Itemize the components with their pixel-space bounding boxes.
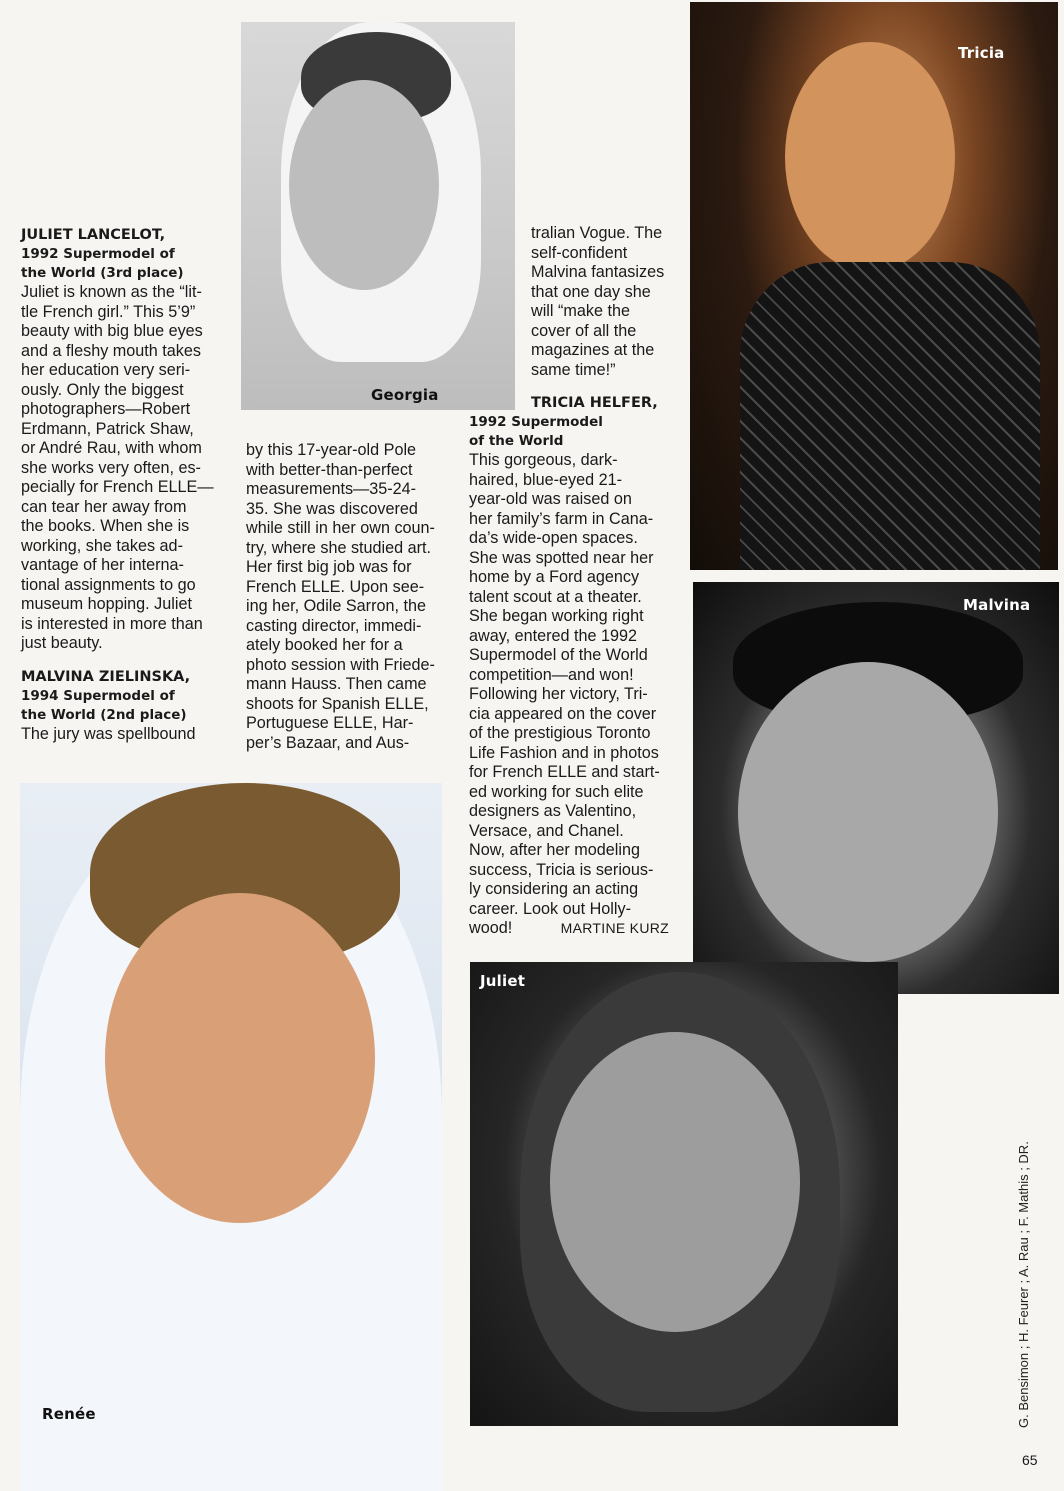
bio-line: home by a Ford agency [469,568,640,586]
bio-line: by this 17-year-old Pole [246,441,417,459]
bio-line: haired, blue-eyed 21- [469,470,622,489]
heading-malvina-title-2: the World (2nd place) [21,706,187,723]
bio-line: Malvina fantasizes [531,263,665,281]
heading-tricia-title-2: of the World [469,433,564,449]
bio-line: designers as Valentino, [469,802,637,820]
bio-line: tional assignments to go [21,575,196,594]
photo-caption-renee: Renée [42,1405,96,1423]
photo-tricia-top [740,262,1040,570]
bio-line: Juliet is known as the “lit- [21,283,202,301]
bio-line: will “make the [531,302,630,320]
bio-line: beauty with big blue eyes [21,322,203,340]
bio-line: tralian Vogue. The [531,224,663,242]
bio-line: Erdmann, Patrick Shaw, [21,419,194,438]
bio-line: She was spotted near her [469,548,654,567]
bio-line: cia appeared on the cover [469,704,657,723]
bio-line: The jury was spellbound [21,724,196,743]
photo-juliet [470,962,898,1426]
bio-line: can tear her away from [21,497,187,516]
bio-line: Portuguese ELLE, Har- [246,714,414,732]
bio-line: success, Tricia is serious- [469,860,654,879]
photo-malvina [693,582,1059,994]
bio-line: Following her victory, Tri- [469,685,648,703]
bio-line: she works very often, es- [21,458,201,477]
photo-malvina-face [738,662,998,962]
bio-line: career. Look out Holly- [469,899,631,918]
bio-line: 35. She was discovered [246,499,418,518]
bio-line: her family’s farm in Cana- [469,509,654,528]
photo-tricia-face [785,42,955,272]
photo-caption-tricia: Tricia [958,44,1005,62]
bio-line: French ELLE. Upon see- [246,577,425,596]
photo-caption-malvina: Malvina [963,596,1031,614]
bio-line: cover of all the [531,321,637,340]
bio-line: ately booked her for a [246,636,403,654]
text-column-2 [246,441,444,753]
bio-line: ously. Only the biggest [21,380,184,399]
bio-line: ing her, Odile Sarron, the [246,597,426,615]
bio-line: self-confident [531,243,628,262]
heading-tricia-title-1: 1992 Supermodel [469,414,603,430]
bio-line: try, where she studied art. [246,538,432,557]
photo-caption-juliet: Juliet [480,972,526,990]
photo-tricia [690,2,1058,570]
heading-juliet-name: JULIET LANCELOT, [21,227,166,243]
bio-line: her education very seri- [21,361,191,379]
bio-line: of the prestigious Toronto [469,724,651,742]
bio-line: da’s wide-open spaces. [469,529,638,547]
bio-line: working, she takes ad- [21,536,183,555]
bio-line: away, entered the 1992 [469,626,637,645]
heading-malvina-title-1: 1994 Supermodel of [21,687,175,704]
heading-malvina-name: MALVINA ZIELINSKA, [21,668,191,685]
photo-credit: G. Bensimon ; H. Feurer ; A. Rau ; F. Mathis ; DR. [1016,1141,1031,1428]
photo-juliet-face [550,1032,800,1332]
text-column-1 [21,226,219,744]
bio-line: shoots for Spanish ELLE, [246,694,429,713]
tricia-bio [469,451,669,919]
bio-line: She began working right [469,607,644,625]
bio-line: year-old was raised on [469,490,632,508]
bio-line: wood! [469,919,513,937]
bio-line: Now, after her modeling [469,841,640,859]
bio-line: photographers—Robert [21,400,191,418]
juliet-bio [21,283,219,654]
bio-line: just beauty. [21,634,103,652]
photo-renee [20,783,442,1491]
bio-line: museum hopping. Juliet [21,595,192,613]
heading-juliet-title-2: the World (3rd place) [21,265,184,281]
bio-line: ly considering an acting [469,880,639,898]
bio-line: pecially for French ELLE— [21,478,214,496]
bio-line: casting director, immedi- [246,616,422,635]
bio-line: per’s Bazaar, and Aus- [246,733,410,752]
malvina-bio-continued [531,224,669,380]
bio-line: Versace, and Chanel. [469,821,624,840]
bio-line: for French ELLE and start- [469,763,660,781]
bio-line: same time!” [531,360,616,379]
bio-line: that one day she [531,282,651,301]
bio-line: measurements—35-24- [246,480,417,498]
bio-line: the books. When she is [21,517,190,535]
bio-line: and a fleshy mouth takes [21,341,201,360]
bio-line: while still in her own coun- [246,519,435,537]
bio-line: is interested in more than [21,614,203,633]
bio-line: tle French girl.” This 5’9” [21,302,196,321]
bio-line: Supermodel of the World [469,646,648,664]
bio-line: talent scout at a theater. [469,587,642,606]
author-byline: MARTINE KURZ [560,920,669,936]
photo-renee-face [105,893,375,1223]
bio-line: This gorgeous, dark- [469,451,618,469]
bio-line: ed working for such elite [469,782,644,801]
bio-line: or André Rau, with whom [21,439,202,457]
bio-line: Life Fashion and in photos [469,743,659,762]
heading-juliet-title-1: 1992 Supermodel of [21,246,175,262]
bio-line: photo session with Friede- [246,655,435,674]
page-number: 65 [1022,1452,1038,1468]
text-column-3 [469,224,669,939]
photo-caption-georgia: Georgia [371,386,439,404]
bio-line: magazines at the [531,341,655,359]
bio-line: with better-than-perfect [246,460,413,479]
bio-line: Her first big job was for [246,558,412,576]
photo-georgia-face [289,80,439,290]
bio-line: competition—and won! [469,665,634,684]
heading-tricia-name: TRICIA HELFER, [531,395,658,411]
bio-line: vantage of her interna- [21,556,184,574]
bio-line: mann Hauss. Then came [246,675,427,693]
